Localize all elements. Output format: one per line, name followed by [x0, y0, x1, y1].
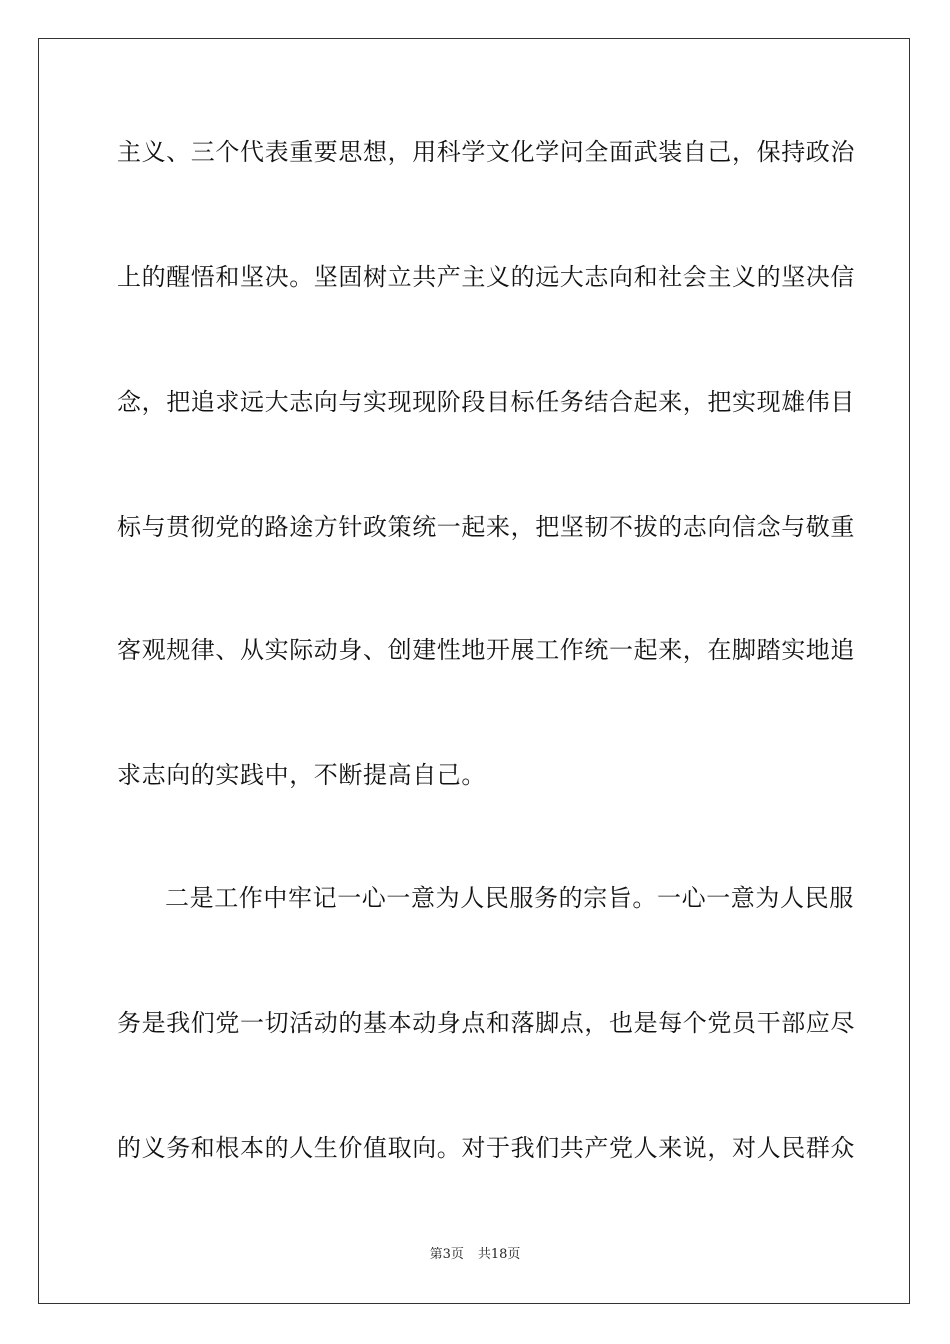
text-line: 求志向的实践中，不断提高自己。	[117, 761, 486, 789]
text-line: 的义务和根本的人生价值取向。对于我们共产党人来说，对人民群众	[117, 1134, 855, 1162]
page-footer	[0, 1246, 950, 1264]
current-page-number: 第3页	[429, 1247, 464, 1262]
paragraph-first-line: 二是工作中牢记一心一意为人民服务的宗旨。一心一意为人民服	[165, 884, 854, 912]
text-line: 主义、三个代表重要思想，用科学文化学问全面武装自己，保持政治	[117, 138, 855, 166]
total-pages: 共18页	[477, 1247, 521, 1262]
text-line: 客观规律、从实际动身、创建性地开展工作统一起来，在脚踏实地追	[117, 636, 855, 664]
page-border	[38, 38, 910, 1304]
text-line: 标与贯彻党的路途方针政策统一起来，把坚韧不拔的志向信念与敬重	[117, 513, 855, 541]
text-line: 念，把追求远大志向与实现现阶段目标任务结合起来，把实现雄伟目	[117, 388, 855, 416]
text-line: 务是我们党一切活动的基本动身点和落脚点，也是每个党员干部应尽	[117, 1009, 855, 1037]
text-line: 上的醒悟和坚决。坚固树立共产主义的远大志向和社会主义的坚决信	[117, 263, 855, 291]
